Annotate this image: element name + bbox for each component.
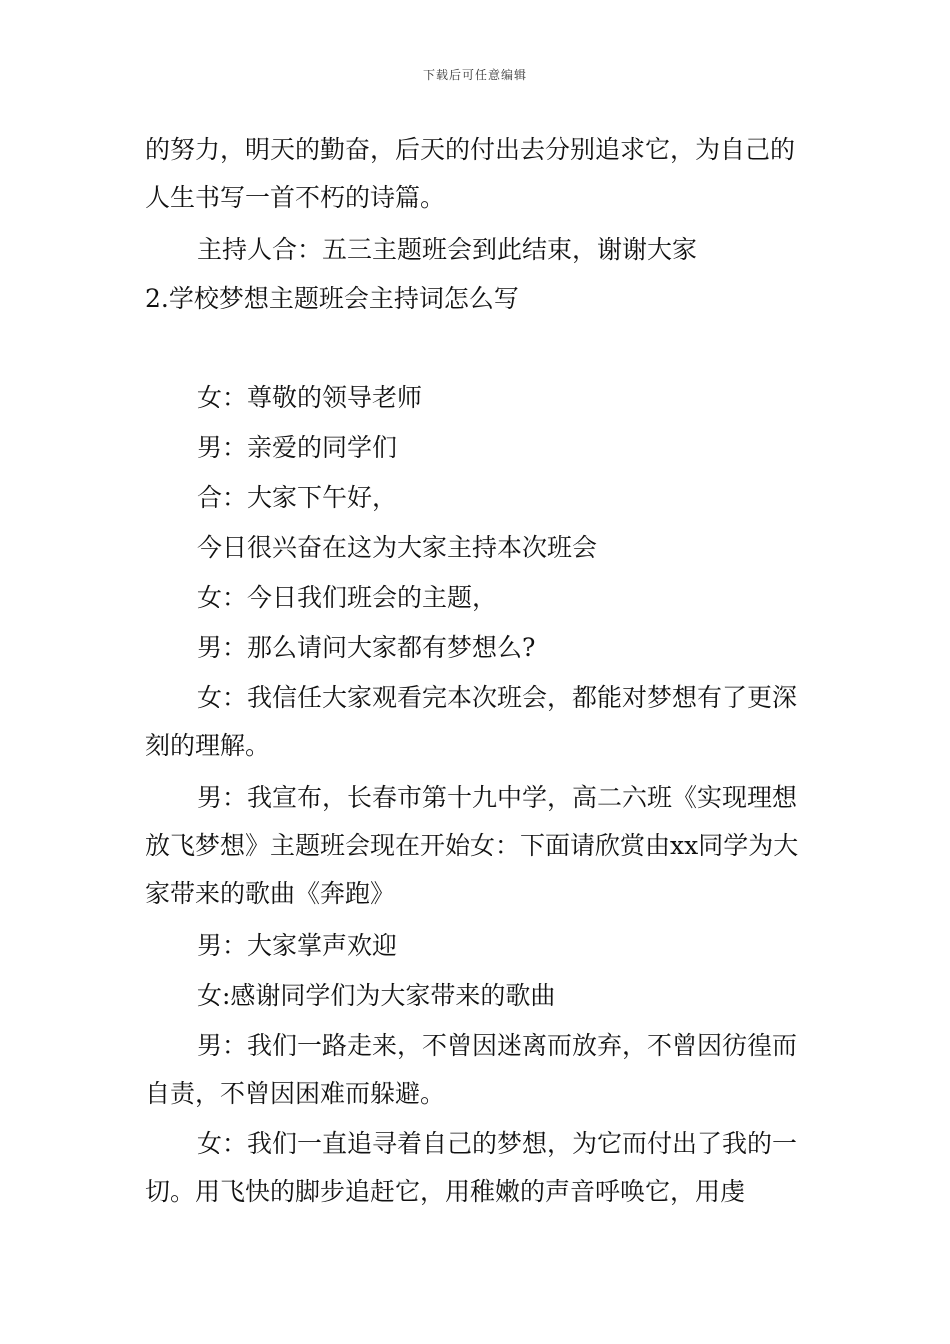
paragraph-12: 女:感谢同学们为大家带来的歌曲 [197,981,556,1010]
paragraph-9: 女：我信任大家观看完本次班会，都能对梦想有了更深刻的理解。 [145,683,798,760]
paragraph-13: 男：我们一路走来，不曾因迷离而放弃，不曾因彷徨而自责，不曾因困难而躲避。 [145,1031,798,1108]
paragraph-1: 的努力，明天的勤奋，后天的付出去分别追求它，为自己的人生书写一首不朽的诗篇。 [145,135,796,212]
paragraph-11: 男：大家掌声欢迎 [197,931,398,960]
paragraph-10: 男：我宣布，长春市第十九中学，高二六班《实现理想放飞梦想》主题班会现在开始女：下面请欣赏由xx同学为大家带来的歌曲《奔跑》 [145,783,799,908]
page-header: 下载后可任意编辑 [422,68,527,82]
paragraph-7: 女：今日我们班会的主题， [197,583,498,612]
section-heading: 2.学校梦想主题班会主持词怎么写 [145,284,519,313]
paragraph-8: 男：那么请问大家都有梦想么? [197,633,536,662]
paragraph-2: 主持人合：五三主题班会到此结束，谢谢大家 [197,235,698,264]
paragraph-4: 男：亲爱的同学们 [197,433,398,462]
paragraph-5: 合：大家下午好， [197,483,398,512]
paragraph-6: 今日很兴奋在这为大家主持本次班会 [197,533,598,562]
paragraph-14: 女：我们一直追寻着自己的梦想，为它而付出了我的一切。用飞快的脚步追赶它，用稚嫩的声音呼唤它，用虔 [145,1129,798,1206]
paragraph-3: 女：尊敬的领导老师 [197,383,423,412]
